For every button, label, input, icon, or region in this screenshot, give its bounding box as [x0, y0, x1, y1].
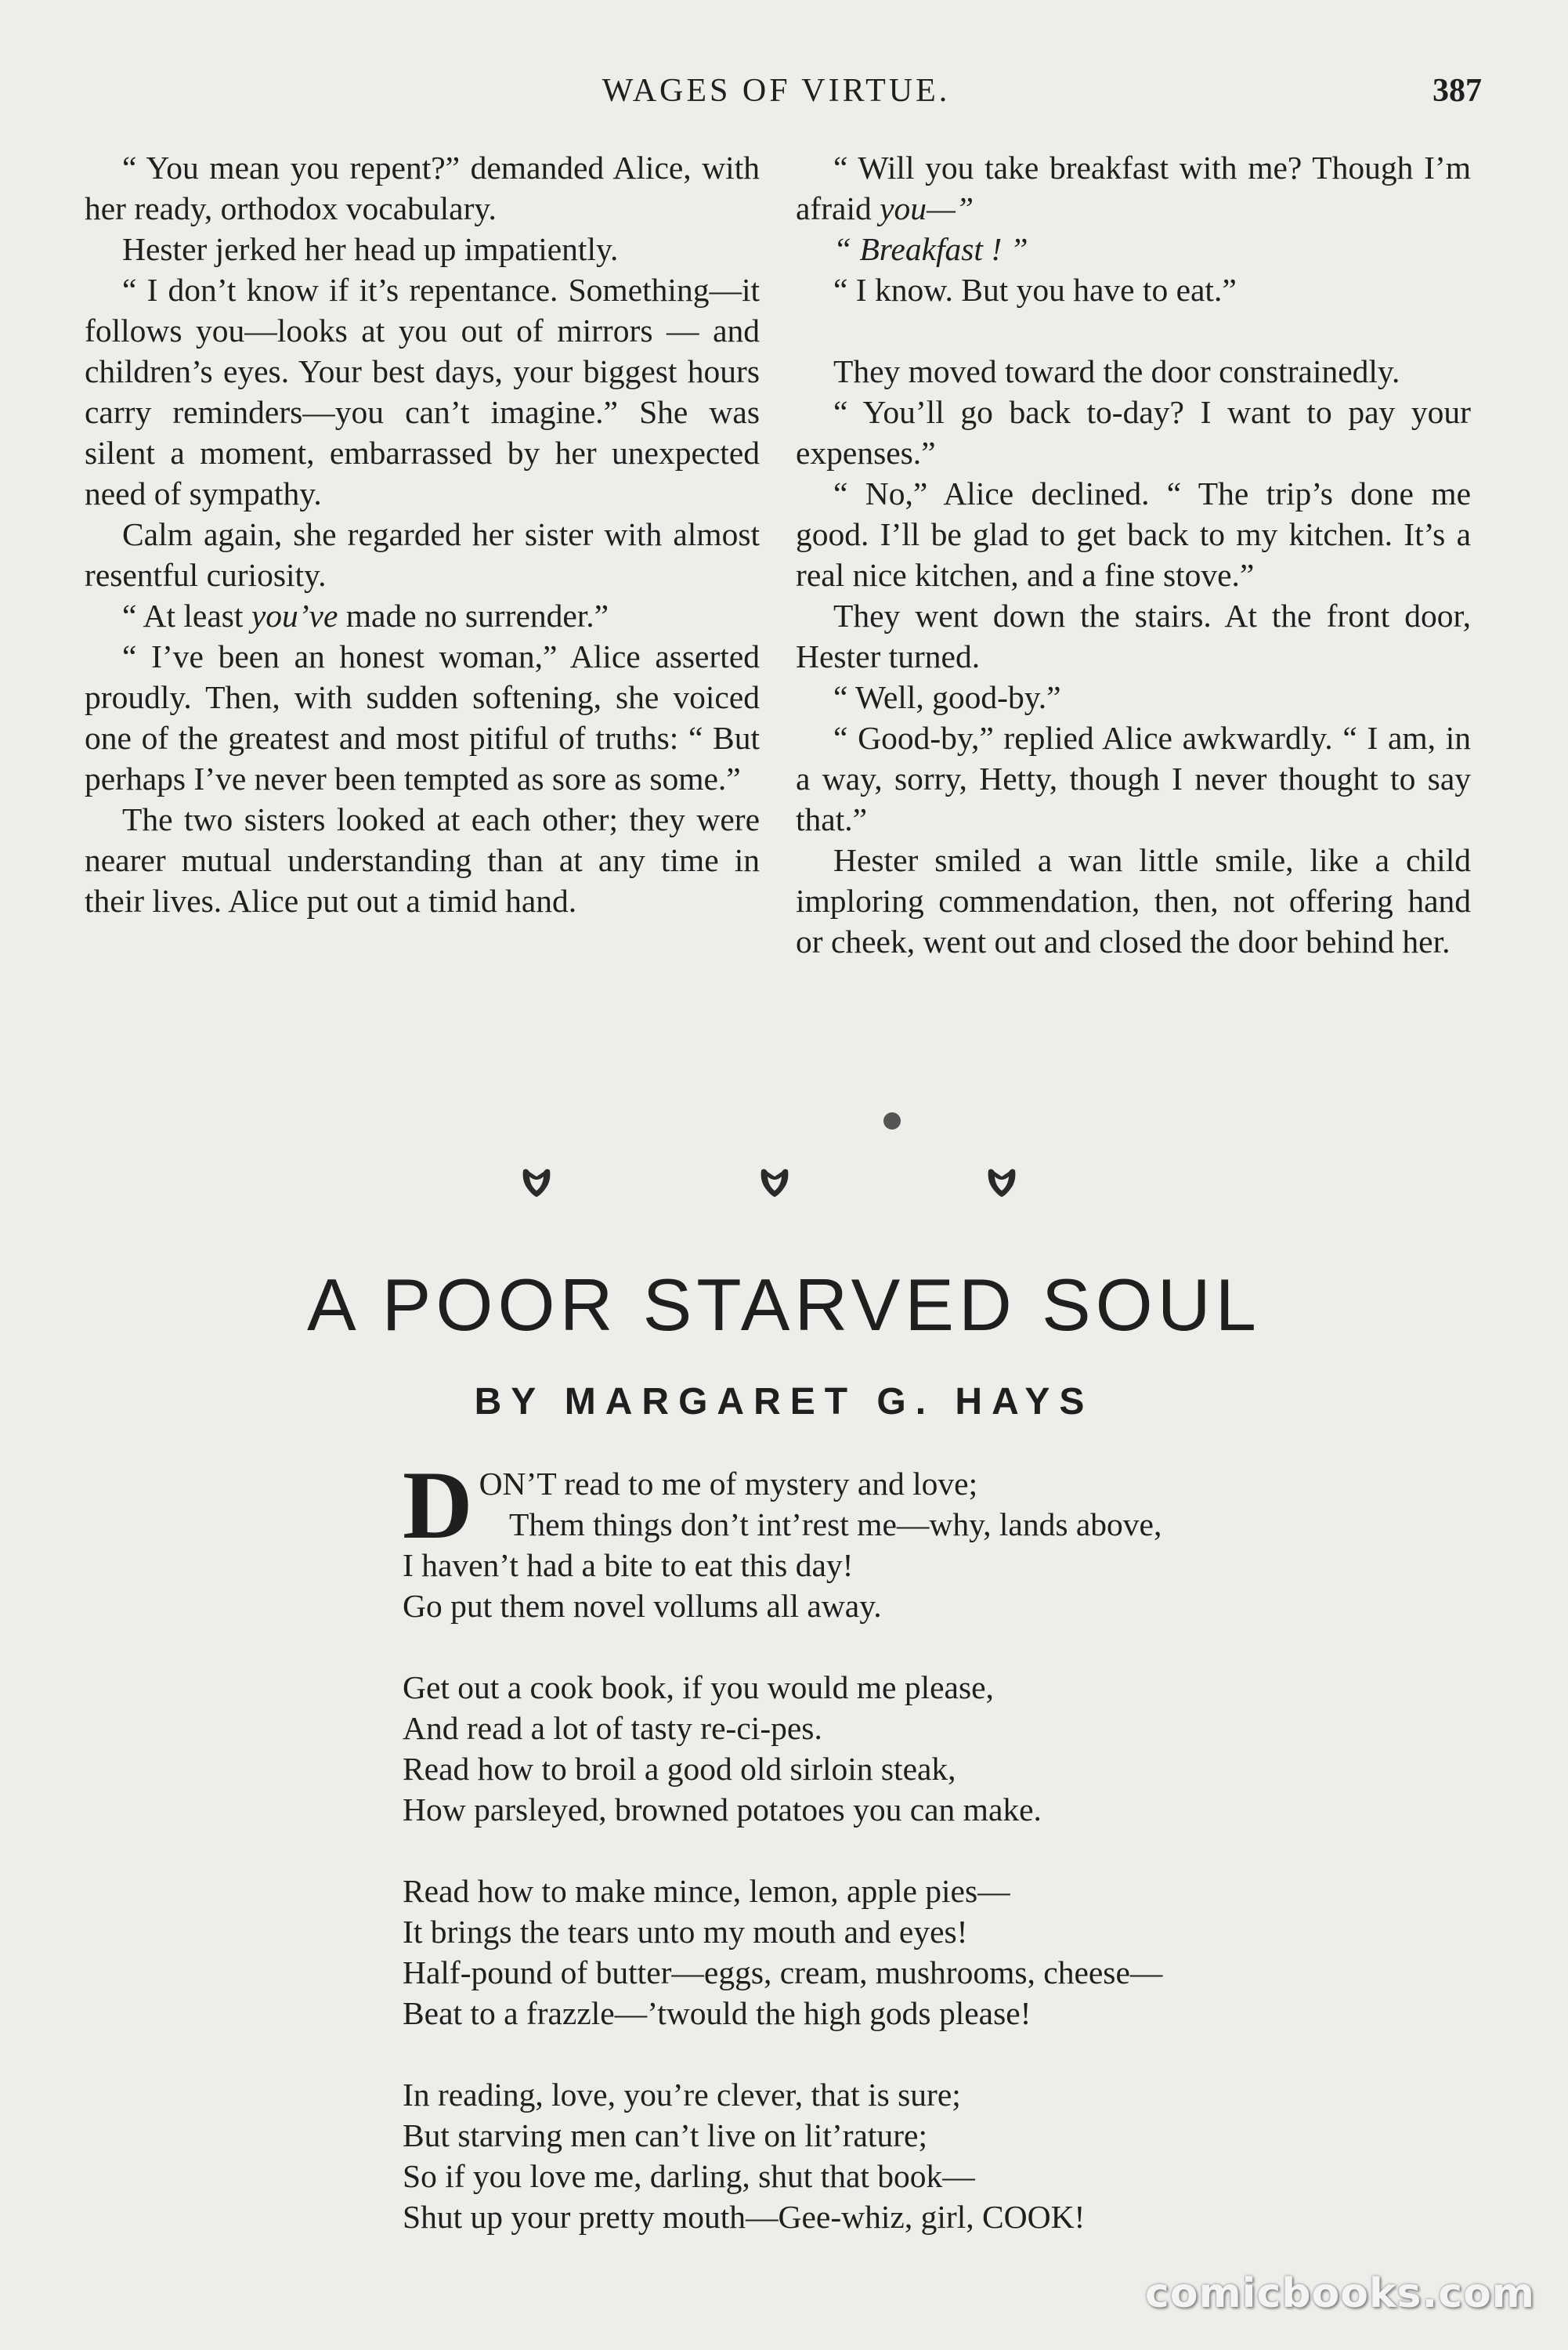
poem-author: BY MARGARET G. HAYS — [474, 1381, 1094, 1423]
poem-stanza — [403, 1667, 1421, 1830]
poem-stanza — [403, 1452, 1421, 1626]
story-paragraph: The two sisters looked at each other; they were nearer mutual understanding than at any time in their lives. Alice put out a timid hand. — [85, 801, 760, 919]
page-number: 387 — [1433, 73, 1482, 109]
breakfast-question: “ Will you take breakfast with me? Though I’m afraid — [796, 150, 1471, 226]
poem-line: And read a lot of tasty re-ci-pes. — [403, 1710, 822, 1746]
ink-dot — [883, 1112, 901, 1130]
poem-line: Them things don’t int’rest me—why, lands above, — [509, 1506, 1162, 1542]
tulip-ornament-icon — [984, 1166, 1020, 1202]
poem-line: Read how to broil a good old sirloin steak, — [403, 1751, 956, 1787]
poem-stanza — [403, 1871, 1421, 2034]
drop-cap: D — [403, 1452, 473, 1559]
poem-line: In reading, love, you’re clever, that is sure; — [403, 2077, 961, 2113]
running-head — [78, 72, 1482, 119]
poem-line: But starving men can’t live on lit’rature; — [403, 2117, 927, 2153]
poem-line: Beat to a frazzle—’twould the high gods please! — [403, 1995, 1031, 2031]
surrender-emphasis: you’ve — [251, 598, 338, 634]
poem-line: Shut up your pretty mouth—Gee-whiz, girl, COOK! — [403, 2199, 1086, 2235]
story-paragraph: Hester smiled a wan little smile, like a child imploring commendation, then, not offering hand or cheek, went out and closed the door behind her. — [796, 842, 1471, 960]
story-paragraph: They went down the stairs. At the front door, Hester turned. — [796, 598, 1471, 674]
poem-line: I haven’t had a bite to eat this day! — [403, 1547, 854, 1583]
surrender-before: “ At least — [122, 598, 251, 634]
story-paragraph: “ No,” Alice declined. “ The trip’s done me good. I’ll be glad to get back to my kitchen. It’s a real nice kitchen, and a fine stove.” — [796, 475, 1471, 593]
breakfast-exclaim: “ Breakfast ! ” — [833, 231, 1028, 267]
story-paragraph — [85, 595, 760, 636]
story-right-column — [796, 147, 1471, 962]
story-paragraph: “ You’ll go back to-day? I want to pay your expenses.” — [796, 394, 1471, 471]
poem-line: It brings the tears unto my mouth and eyes! — [403, 1914, 968, 1950]
section-ornaments — [501, 1166, 1050, 1213]
story-paragraph: They moved toward the door constrainedly. — [833, 353, 1400, 389]
poem-line: ON’T read to me of mystery and love; — [479, 1466, 978, 1502]
poem-title: A POOR STARVED SOUL — [307, 1264, 1261, 1346]
story-paragraph: Hester jerked her head up impatiently. — [122, 231, 619, 267]
story-paragraph: “ I’ve been an honest woman,” Alice asserted proudly. Then, with sudden softening, she voiced one of the greatest and most pitiful of truths: “ But perhaps I’ve never been tempted as sore as some.” — [85, 638, 760, 797]
poem-line: So if you love me, darling, shut that book— — [403, 2158, 975, 2194]
running-title: WAGES OF VIRTUE. — [602, 73, 951, 109]
story-paragraph — [796, 229, 1471, 269]
poem-stanza — [403, 2074, 1421, 2237]
tulip-ornament-icon — [757, 1166, 793, 1202]
story-paragraph: Calm again, she regarded her sister with almost resentful curiosity. — [85, 516, 760, 593]
breakfast-question-emphasis: you—” — [880, 190, 974, 226]
poem-line: Half-pound of butter—eggs, cream, mushrooms, cheese— — [403, 1954, 1163, 1990]
story-paragraph: “ Good-by,” replied Alice awkwardly. “ I am, in a way, sorry, Hetty, though I never thought to say that.” — [796, 720, 1471, 837]
surrender-after: made no surrender.” — [338, 598, 609, 634]
poem-line: Get out a cook book, if you would me please, — [403, 1669, 994, 1705]
poem-line: How parsleyed, browned potatoes you can make. — [403, 1791, 1042, 1828]
story-paragraph: “ Well, good-by.” — [833, 679, 1061, 715]
story-paragraph: “ I don’t know if it’s repentance. Something—it follows you—looks at you out of mirrors — and children’s eyes. Your best days, your biggest hours carry reminders—you can’t imagine.” She was silent a moment, embarrassed by her unexpected need of sympathy. — [85, 272, 760, 512]
poem-line: Go put them novel vollums all away. — [403, 1588, 882, 1624]
story-left-column — [85, 147, 760, 921]
story-paragraph — [796, 147, 1471, 229]
poem-body — [403, 1452, 1421, 2278]
story-paragraph: “ You mean you repent?” demanded Alice, with her ready, orthodox vocabulary. — [85, 150, 760, 226]
tulip-ornament-icon — [518, 1166, 555, 1202]
poem-line: Read how to make mince, lemon, apple pies— — [403, 1873, 1010, 1909]
story-paragraph: “ I know. But you have to eat.” — [833, 272, 1237, 308]
watermark: comicbooks.com — [1144, 2270, 1535, 2317]
